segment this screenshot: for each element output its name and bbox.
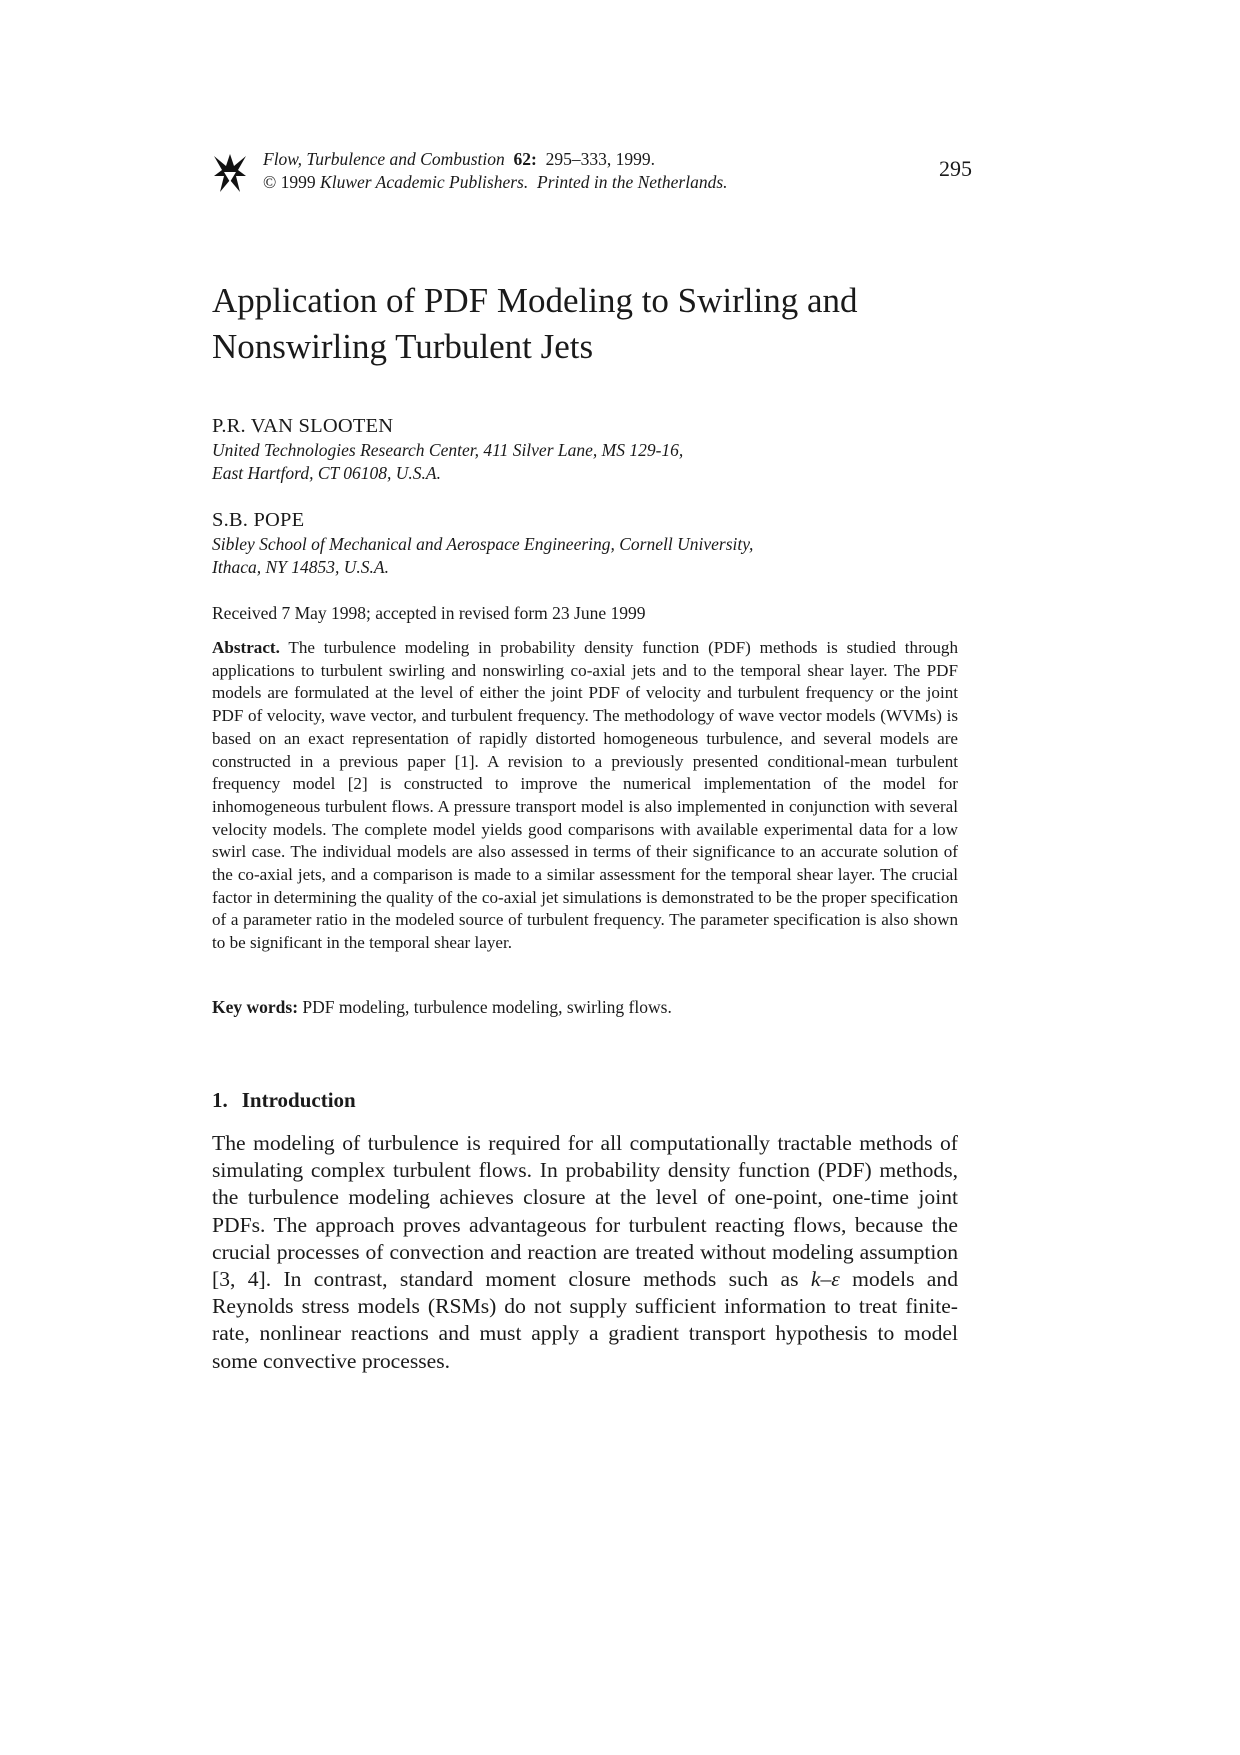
section-title: Introduction bbox=[241, 1088, 356, 1112]
intro-text-before: The modeling of turbulence is required for all computationally tractable methods of simulating complex turbulent flows. In probability density function (PDF) methods, the turbulence modeling achieves closure at the level of one-point, one-time joint PDFs. The approach proves advantageous for turbulent reacting flows, because the crucial processes of convection and reaction are treated without modeling assumption [3, 4]. In contrast, standard moment closure methods such as bbox=[212, 1131, 958, 1292]
title-line-1: Application of PDF Modeling to Swirling and bbox=[212, 281, 858, 320]
page-number: 295 bbox=[939, 156, 972, 181]
journal-citation bbox=[263, 148, 728, 194]
keywords-text: PDF modeling, turbulence modeling, swirling flows. bbox=[302, 997, 672, 1017]
journal-name: Flow, Turbulence and Combustion bbox=[263, 149, 505, 169]
received-dates: Received 7 May 1998; accepted in revised form 23 June 1999 bbox=[212, 603, 646, 623]
publisher-logo-icon bbox=[212, 152, 248, 194]
intro-text-after: models and Reynolds stress models (RSMs) do not supply sufficient information to treat finite-rate, nonlinear reactions and must apply a gradient transport hypothesis to model some convective processes. bbox=[212, 1267, 958, 1373]
title-line-2: Nonswirling Turbulent Jets bbox=[212, 327, 594, 366]
keywords bbox=[212, 996, 672, 1019]
keywords-label: Key words: bbox=[212, 997, 299, 1017]
journal-pages-year: 295–333, 1999. bbox=[545, 149, 655, 169]
citation-line-2 bbox=[263, 171, 728, 194]
k-epsilon-math: k–ε bbox=[810, 1267, 840, 1292]
abstract-text: The turbulence modeling in probability density function (PDF) methods is studied through applications to turbulent swirling and nonswirling co-axial jets and to the temporal shear layer. The PDF models are formulated at the level of either the joint PDF of velocity and turbulent frequency or the joint PDF of velocity, wave vector, and turbulent frequency. The methodology of wave vector models (WVMs) is based on an exact representation of rapidly distorted homogeneous turbulence, and several models are constructed in a previous paper [1]. A revision to a previously presented conditional-mean turbulent frequency model [2] is constructed to improve the numerical implementation of the model for inhomogeneous turbulent flows. A pressure transport model is also implemented in conjunction with several velocity models. The complete model yields good comparisons with available experimental data for a low swirl case. The individual models are also assessed in terms of their significance to an accurate solution of the co-axial jets, and a comparison is made to a similar assessment for the temporal shear layer. The crucial factor in determining the quality of the co-axial jet simulations is demonstrated to be the proper specification of a parameter ratio in the modeled source of turbulent frequency. The parameter specification is also shown to be significant in the temporal shear layer. bbox=[212, 638, 958, 953]
copyright-year: 1999 bbox=[280, 172, 316, 192]
section-heading bbox=[212, 1088, 356, 1113]
printed-location: Printed in the Netherlands. bbox=[537, 172, 728, 192]
paper-title bbox=[212, 278, 992, 370]
abstract-label: Abstract. bbox=[212, 638, 280, 657]
copyright-symbol: © bbox=[263, 172, 277, 192]
author-name: S.B. POPE bbox=[212, 509, 305, 531]
journal-header bbox=[212, 148, 972, 198]
publisher-name: Kluwer Academic Publishers. bbox=[320, 172, 529, 192]
author-block-1 bbox=[212, 413, 992, 485]
intro-paragraph bbox=[212, 1130, 958, 1375]
citation-line-1 bbox=[263, 148, 728, 171]
author-affiliation-line: Sibley School of Mechanical and Aerospace Engineering, Cornell University, bbox=[212, 534, 754, 554]
author-affiliation-line: Ithaca, NY 14853, U.S.A. bbox=[212, 557, 389, 577]
author-name: P.R. VAN SLOOTEN bbox=[212, 415, 394, 437]
abstract bbox=[212, 637, 958, 955]
author-affiliation-line: United Technologies Research Center, 411 Silver Lane, MS 129-16, bbox=[212, 440, 684, 460]
author-block-2 bbox=[212, 507, 992, 579]
section-number: 1. bbox=[212, 1088, 228, 1112]
journal-volume: 62: bbox=[513, 149, 537, 169]
author-affiliation-line: East Hartford, CT 06108, U.S.A. bbox=[212, 463, 441, 483]
